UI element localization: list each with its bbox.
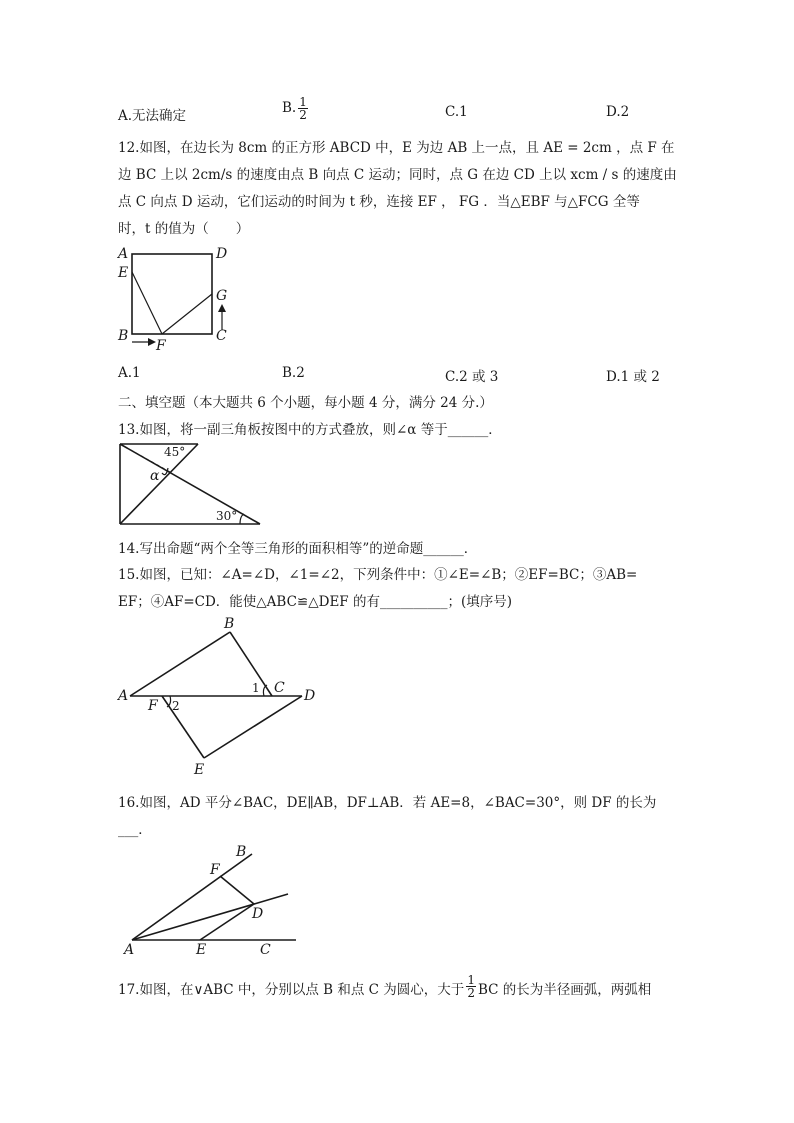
- q15-triangles-figure: [112, 612, 322, 780]
- q13-text: 13.如图，将一副三角板按图中的方式叠放，则∠α 等于______．: [118, 422, 502, 438]
- q12-option-a: A.1: [118, 365, 141, 381]
- segment-de: [200, 904, 254, 940]
- ray-ab: [132, 854, 252, 940]
- label-e: E: [118, 265, 129, 281]
- q13-triangles-figure: [112, 440, 268, 530]
- label-a: A: [118, 688, 129, 704]
- q17-suffix: BC 的长为半径画弧，两弧相: [477, 982, 652, 998]
- fraction-denominator: 2: [467, 986, 475, 1000]
- label-angle-2: 2: [172, 699, 180, 713]
- q15-text-line1: 15.如图，已知：∠A=∠D，∠1=∠2，下列条件中：①∠E=∠B；②EF=BC；③AB=: [118, 567, 638, 583]
- label-g: G: [216, 288, 228, 304]
- q15-text-line2: EF；④AF=CD．能使△ABC≌△DEF 的有__________；(填序号): [118, 594, 512, 610]
- label-c: C: [216, 328, 227, 344]
- hypotenuse-45: [120, 444, 198, 524]
- arrow-up-head-icon: [218, 304, 226, 312]
- segment-de: [204, 696, 302, 758]
- q16-text-line2: ___．: [118, 822, 152, 838]
- q17-fraction: [466, 974, 476, 999]
- label-c: C: [260, 942, 271, 958]
- label-d: D: [252, 906, 264, 922]
- q12-text-line4: 时，t 的值为（ ）: [118, 221, 250, 237]
- angle-45-label: 45°: [164, 445, 186, 459]
- label-f: F: [156, 338, 166, 352]
- q12-text-line3: 点 C 向点 D 运动，它们运动的时间为 t 秒，连接 EF ， FG ．当△EBF 与△FCG 全等: [118, 194, 640, 210]
- label-b: B: [224, 616, 235, 632]
- label-e: E: [196, 942, 207, 958]
- arrow-right-head-icon: [148, 338, 156, 346]
- segment-fg: [162, 294, 212, 334]
- label-a: A: [118, 246, 129, 262]
- fraction-denominator: 2: [299, 108, 307, 122]
- q17-text: [118, 973, 652, 1000]
- label-a: A: [124, 942, 135, 958]
- label-e: E: [194, 762, 205, 778]
- square-abcd: [132, 254, 212, 334]
- q12-option-d: D.1 或 2: [606, 369, 660, 385]
- alpha-label: α: [150, 468, 160, 484]
- q11-option-b-fraction: [298, 96, 308, 121]
- q12-text-line2: 边 BC 上以 2cm/s 的速度由点 B 向点 C 运动；同时，点 G 在边 CD 上以 xcm / s 的速度由: [118, 167, 677, 183]
- q17-prefix: 17.如图，在∨ABC 中，分别以点 B 和点 C 为圆心，大于: [118, 982, 465, 998]
- segment-ef: [132, 272, 162, 334]
- segment-df: [220, 876, 254, 904]
- q16-angle-figure: [112, 842, 312, 960]
- q12-square-figure: [110, 244, 250, 352]
- q16-text-line1: 16.如图，AD 平分∠BAC，DE∥AB，DF⊥AB．若 AE=8，∠BAC=30°，则 DF 的长为: [118, 795, 657, 811]
- label-d: D: [304, 688, 316, 704]
- section-2-heading: 二、填空题（本大题共 6 个小题，每小题 4 分，满分 24 分.）: [118, 395, 493, 411]
- label-c: C: [274, 680, 285, 696]
- label-f: F: [210, 862, 220, 878]
- angle-30-label: 30°: [216, 509, 238, 523]
- q11-option-b-prefix: B.: [282, 100, 297, 116]
- fraction-numerator: 1: [467, 973, 475, 987]
- q12-option-c: C.2 或 3: [445, 369, 499, 385]
- q12-text-line1: 12.如图，在边长为 8cm 的正方形 ABCD 中，E 为边 AB 上一点，且 AE = 2cm ，点 F 在: [118, 140, 675, 156]
- label-angle-1: 1: [252, 681, 260, 695]
- label-b: B: [236, 844, 247, 860]
- q12-option-b: B.2: [282, 365, 305, 381]
- label-b: B: [118, 328, 129, 344]
- q11-option-c: C.1: [445, 104, 468, 120]
- q11-option-d: D.2: [606, 104, 630, 120]
- fraction-numerator: 1: [299, 95, 307, 109]
- label-d: D: [216, 246, 228, 262]
- q11-option-b: [282, 96, 310, 121]
- q14-text: 14.写出命题“两个全等三角形的面积相等”的逆命题______．: [118, 541, 478, 557]
- label-f: F: [148, 698, 158, 714]
- segment-ab: [130, 632, 230, 696]
- q11-option-a: A.无法确定: [118, 108, 187, 124]
- angle-30-arc: [240, 514, 244, 524]
